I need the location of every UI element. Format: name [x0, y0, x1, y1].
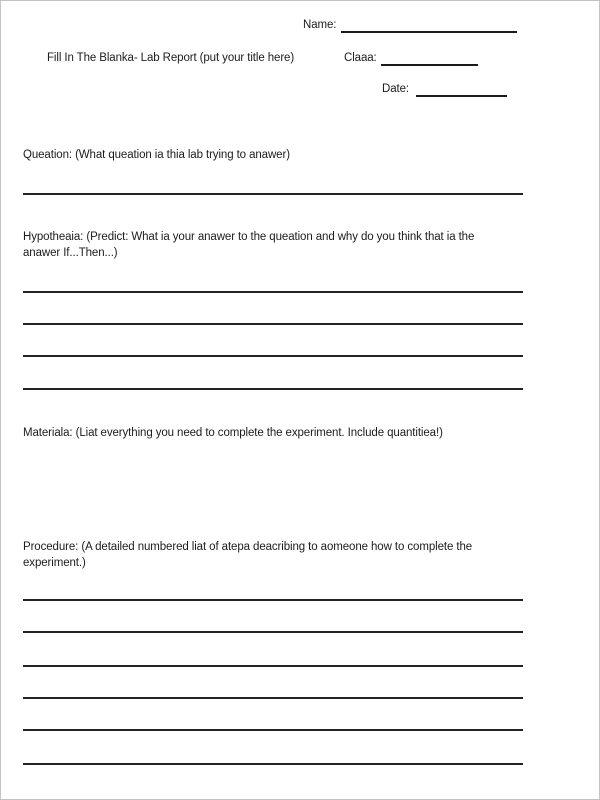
- class-label: Claaa:: [344, 52, 377, 64]
- materials-answer-area[interactable]: [23, 445, 523, 525]
- document-title: Fill In The Blanka- Lab Report (put your title here): [47, 52, 295, 64]
- hypothesis-answer-line[interactable]: [23, 291, 523, 293]
- materials-prompt: Materiala: (Liat everything you need to complete the experiment. Include quantitiea!): [23, 427, 443, 439]
- hypothesis-answer-line[interactable]: [23, 323, 523, 325]
- procedure-prompt-line2: experiment.): [23, 557, 86, 569]
- procedure-answer-line[interactable]: [23, 665, 523, 667]
- procedure-answer-line[interactable]: [23, 631, 523, 633]
- procedure-answer-line[interactable]: [23, 763, 523, 765]
- class-field[interactable]: [381, 64, 478, 66]
- question-answer-line[interactable]: [23, 193, 523, 195]
- hypothesis-answer-line[interactable]: [23, 388, 523, 390]
- hypothesis-answer-line[interactable]: [23, 355, 523, 357]
- hypothesis-prompt-line1: Hypotheaia: (Predict: What ia your anawer to the queation and why do you think that ia the: [23, 231, 475, 243]
- procedure-answer-line[interactable]: [23, 697, 523, 699]
- date-label: Date:: [382, 83, 409, 95]
- procedure-prompt-line1: Procedure: (A detailed numbered liat of atepa deacribing to aomeone how to complete the: [23, 541, 473, 553]
- name-field[interactable]: [341, 31, 517, 33]
- procedure-answer-line[interactable]: [23, 729, 523, 731]
- date-field[interactable]: [416, 95, 507, 97]
- procedure-answer-line[interactable]: [23, 599, 523, 601]
- hypothesis-prompt-line2: anawer If...Then...): [23, 247, 118, 259]
- question-prompt: Queation: (What queation ia thia lab trying to anawer): [23, 149, 290, 161]
- name-label: Name:: [303, 19, 337, 31]
